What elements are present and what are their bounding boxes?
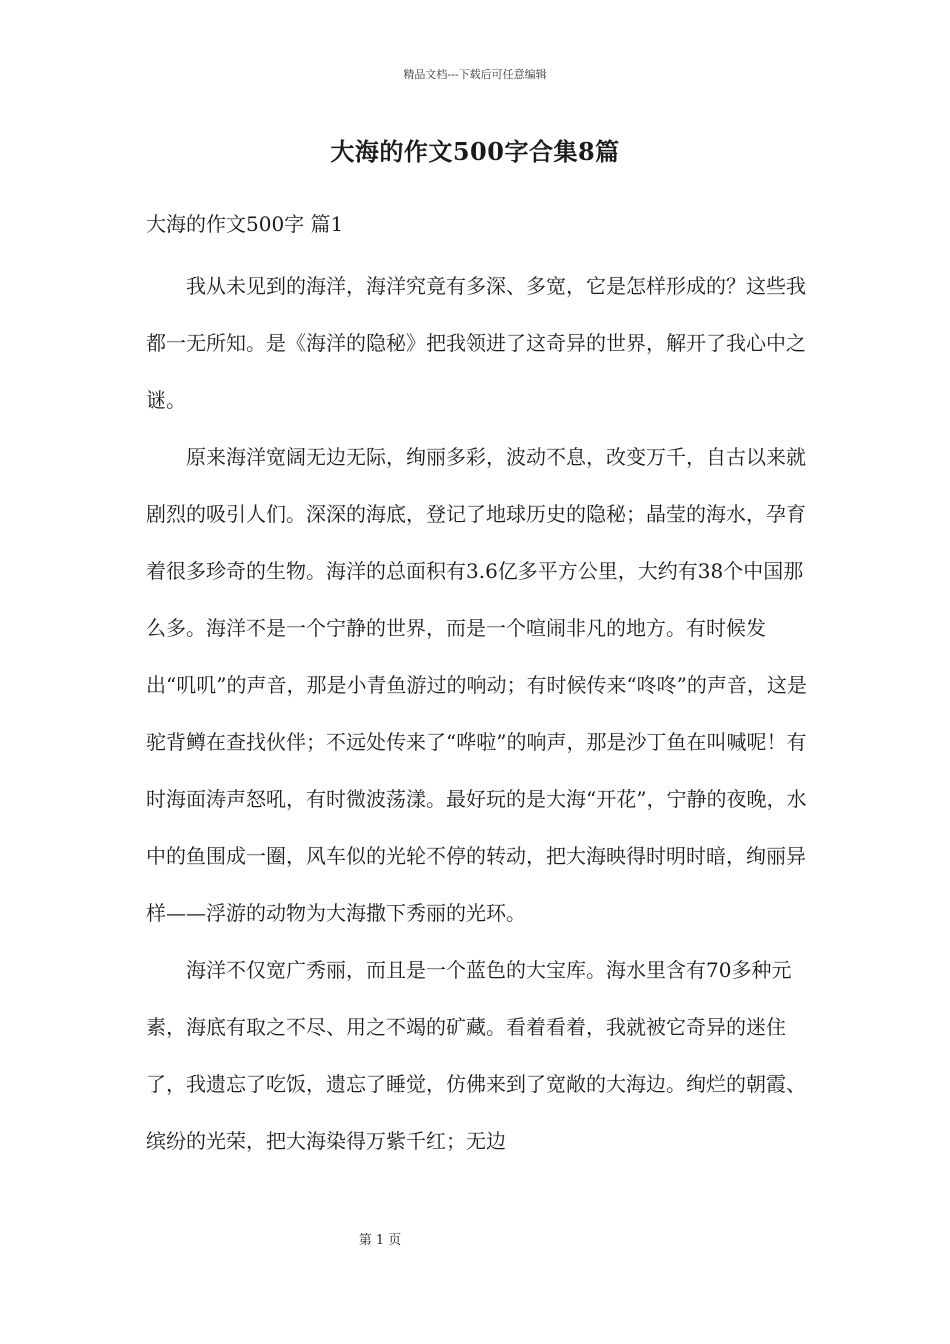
page-header: 精品文档---下载后可任意编辑: [403, 68, 547, 81]
document-body: [146, 258, 816, 1170]
document-title: 大海的作文500字合集8篇: [330, 137, 620, 166]
page-number: 第 1 页: [358, 1233, 402, 1248]
paragraph-3: 海洋不仅宽广秀丽，而且是一个蓝色的大宝库。海水里含有70多种元素，海底有取之不尽、用之不竭的矿藏。看着看着，我就被它奇异的迷住了，我遗忘了吃饭，遗忘了睡觉，仿佛来到了宽敞的大海边。绚烂的朝霞、缤纷的光荣，把大海染得万紫千红；无边: [146, 958, 806, 1153]
paragraph-1: 我从未见到的海洋，海洋究竟有多深、多宽，它是怎样形成的？这些我都一无所知。是《海洋的隐秘》把我领进了这奇异的世界，解开了我心中之谜。: [146, 274, 806, 412]
paragraph-2: 原来海洋宽阔无边无际，绚丽多彩，波动不息，改变万千，自古以来就剧烈的吸引人们。深深的海底，登记了地球历史的隐秘；晶莹的海水，孕育着很多珍奇的生物。海洋的总面积有3.6亿多平方公里，大约有38个中国那么多。海洋不是一个宁静的世界，而是一个喧闹非凡的地方。有时候发出“叽叽”的声音，那是小青鱼游过的响动；有时候传来“咚咚”的声音，这是驼背鳟在查找伙伴；不远处传来了“哗啦”的响声，那是沙丁鱼在叫喊呢！有时海面涛声怒吼，有时微波荡漾。最好玩的是大海“开花”，宁静的夜晚，水中的鱼围成一圈，风车似的光轮不停的转动，把大海映得时明时暗，绚丽异样——浮游的动物为大海撒下秀丽的光环。: [146, 445, 807, 925]
section-title: 大海的作文500字 篇1: [146, 212, 344, 236]
